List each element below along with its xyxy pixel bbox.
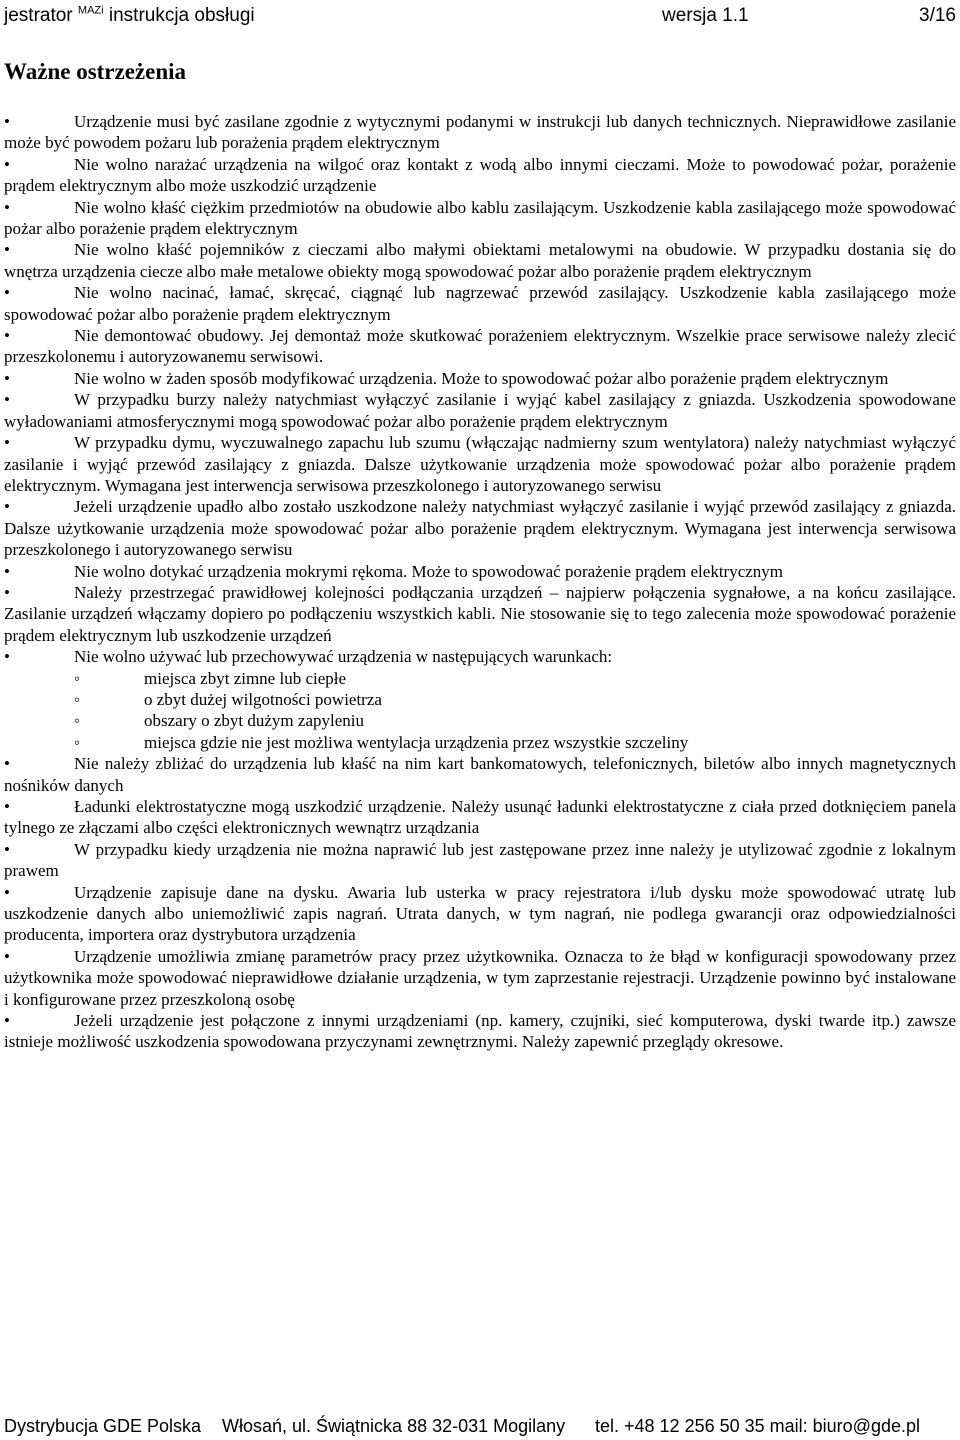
warning-item: [4, 325, 956, 368]
circle-bullet-icon: ◦: [74, 711, 81, 731]
warning-subitem: [4, 710, 956, 731]
warning-text: Urządzenie umożliwia zmianę parametrów pracy przez użytkownika. Oznacza to że błąd w konfiguracji spowodowany przez użytkownika może spowodować nieprawidłowe działanie urządzenia, w tym zaprzestanie rejestracji. Urządzenie powinno być instalowane i konfigurowane przez przeszkoloną osobę: [4, 946, 956, 1009]
bullet-icon: •: [4, 197, 10, 217]
warning-text: Ładunki elektrostatyczne mogą uszkodzić urządzenie. Należy usunąć ładunki elektrostatyczne z ciała przed dotknięciem panela tylnego ze złączami albo części elektronicznych wewnątrz urządzania: [4, 797, 956, 838]
circle-bullet-icon: ◦: [74, 689, 81, 709]
bullet-icon: •: [4, 946, 10, 966]
page-header: [4, 2, 956, 30]
warning-text: Nie wolno kłaść pojemników z cieczami albo małymi obiektami metalowymi na obudowie. W przypadku dostania się do wnętrza urządzenia ciecze albo małe metalowe obiekty mogą spowodować pożar albo porażenie prądem elektrycznym: [4, 240, 956, 281]
warning-subitem-text: o zbyt dużej wilgotności powietrza: [144, 689, 382, 709]
warning-item: [4, 154, 956, 197]
warning-item: [4, 197, 956, 240]
warning-item: [4, 646, 956, 667]
bullet-icon: •: [4, 497, 10, 517]
bullet-icon: •: [4, 882, 10, 902]
bullet-icon: •: [4, 561, 10, 581]
bullet-icon: •: [4, 112, 10, 131]
warning-item: [4, 582, 956, 646]
warning-item: [4, 111, 956, 154]
bullet-icon: •: [4, 368, 10, 388]
bullet-icon: •: [4, 647, 10, 667]
warning-item: [4, 389, 956, 432]
warning-item: [4, 432, 956, 496]
warning-subitem-text: miejsca zbyt zimne lub ciepłe: [144, 668, 347, 688]
warning-item: [4, 282, 956, 325]
warning-item: [4, 1010, 956, 1053]
warning-text: Urządzenie zapisuje dane na dysku. Awaria lub usterka w pracy rejestratora i/lub dysku może spowodować utratę lub uszkodzenie danych albo uniemożliwić zapis nagrań. Utrata danych, w tym nagrań, nie podlega gwarancji oraz odpowiedzialności producenta, importera oraz dystrybutora urządzenia: [4, 882, 956, 945]
bullet-icon: •: [4, 1011, 10, 1031]
warning-text: Nie wolno narażać urządzenia na wilgoć oraz kontakt z wodą albo innymi cieczami. Może to powodować pożar, porażenie prądem elektrycznym albo może uszkodzić urządzenie: [4, 154, 956, 196]
warning-item: [4, 839, 956, 882]
footer-company: Dystrybucja GDE Polska: [4, 1416, 202, 1436]
warning-item: [4, 796, 956, 839]
section-title: Ważne ostrzeżenia: [4, 59, 187, 84]
warning-text: Nie wolno kłaść ciężkim przedmiotów na obudowie albo kablu zasilającym. Uszkodzenie kabla zasilającego może spowodować pożar albo porażenie prądem elektrycznym: [4, 197, 956, 239]
warning-text: Jeżeli urządzenie jest połączone z innymi urządzeniami (np. kamery, czujniki, sieć komputerowa, dyski twarde itp.) zawsze istnieje możliwość uszkodzenia spowodowana przyczynami zewnętrznymi. Należy zapewnić przeglądy okresowe.: [4, 1011, 956, 1052]
warning-text: W przypadku kiedy urządzenia nie można naprawić lub jest zastępowane przez inne należy je utylizować zgodnie z lokalnym prawem: [4, 839, 956, 881]
header-app-name: jestrator: [4, 5, 73, 26]
warning-text: Należy przestrzegać prawidłowej kolejności podłączania urządzeń – najpierw połączenia sygnałowe, a na końcu zasilające. Zasilanie urządzeń włączamy dopiero po podłączeniu wszystkich kabli. Nie stosowanie się to tego zalecenia może spowodować porażenie prądem elektrycznym lub uszkodzenie urządzeń: [4, 582, 956, 645]
warning-subitem-text: obszary o zbyt dużym zapyleniu: [144, 711, 364, 731]
warning-item: [4, 946, 956, 1010]
warning-item: [4, 239, 956, 282]
warning-text: Nie wolno dotykać urządzenia mokrymi rękoma. Może to spowodować porażenie prądem elektrycznym: [74, 561, 784, 581]
warning-subitem: [4, 668, 956, 689]
circle-bullet-icon: ◦: [74, 668, 81, 688]
footer-contact: tel. +48 12 256 50 35 mail: biuro@gde.pl: [595, 1416, 920, 1436]
header-doc-name: [4, 2, 255, 30]
warning-subitem-text: miejsca gdzie nie jest możliwa wentylacja urządzenia przez wszystkie szczeliny: [144, 732, 689, 752]
header-page-number: 3/16: [919, 5, 956, 26]
warning-text: Nie wolno w żaden sposób modyfikować urządzenia. Może to spowodować pożar albo porażenie prądem elektrycznym: [74, 368, 889, 388]
footer-address: Włosań, ul. Świątnicka 88 32-031 Mogilany: [222, 1416, 566, 1436]
warning-text: Nie wolno nacinać, łamać, skręcać, ciągnąć lub nagrzewać przewód zasilający. Uszkodzenie kabla zasilającego może spowodować pożar albo porażenie prądem elektrycznym: [4, 283, 956, 324]
warnings-list: [4, 111, 956, 1053]
warning-text: Nie demontować obudowy. Jej demontaż może skutkować porażeniem elektrycznym. Wszelkie prace serwisowe należy zlecić przeszkolonemu i autoryzowanemu serwisowi.: [4, 326, 956, 367]
warning-text: Jeżeli urządzenie upadło albo zostało uszkodzone należy natychmiast wyłączyć zasilanie i wyjąć przewód zasilający z gniazda. Dalsze użytkowanie urządzenia może spowodować pożar albo porażenie prądem elektrycznym. Wymagana jest interwencja serwisowa przeszkolonego i autoryzowanego serwisu: [4, 497, 956, 560]
warning-text: Nie należy zbliżać do urządzenia lub kłaść na nim kart bankomatowych, telefonicznych, biletów albo innych magnetycznych nośników danych: [4, 754, 956, 795]
header-version: wersja 1.1: [662, 5, 749, 26]
warning-text: Urządzenie musi być zasilane zgodnie z wytycznymi podanymi w instrukcji lub danych technicznych. Nieprawidłowe zasilanie może być powodem pożaru lub porażenia prądem elektrycznym: [4, 112, 956, 153]
bullet-icon: •: [4, 754, 10, 774]
bullet-icon: •: [4, 582, 10, 602]
warning-item: [4, 368, 956, 389]
bullet-icon: •: [4, 283, 10, 303]
warning-subitem: [4, 732, 956, 753]
warning-text: Nie wolno używać lub przechowywać urządzenia w następujących warunkach:: [74, 647, 613, 667]
header-doc-title: instrukcja obsługi: [108, 5, 255, 26]
header-brand-superscript: MAZi: [77, 4, 104, 17]
bullet-icon: •: [4, 154, 10, 174]
warning-item: [4, 561, 956, 582]
warning-item: [4, 882, 956, 946]
bullet-icon: •: [4, 326, 10, 346]
bullet-icon: •: [4, 433, 10, 453]
warning-text: W przypadku burzy należy natychmiast wyłączyć zasilanie i wyjąć kabel zasilający z gniazda. Uszkodzenia spowodowane wyładowaniami atmosferycznymi mogą spowodować pożar albo porażenie prądem elektrycznym: [4, 390, 956, 431]
bullet-icon: •: [4, 390, 10, 410]
warning-subitem: [4, 689, 956, 710]
warning-item: [4, 496, 956, 560]
bullet-icon: •: [4, 839, 10, 859]
warning-item: [4, 753, 956, 796]
bullet-icon: •: [4, 797, 10, 816]
warning-text: W przypadku dymu, wyczuwalnego zapachu lub szumu (włączając nadmierny szum wentylatora) należy natychmiast wyłączyć zasilanie i wyjąć przewód zasilający z gniazda. Dalsze użytkowanie urządzenia może spowodować pożar albo porażenie prądem elektrycznym. Wymagana jest interwencja serwisowa przeszkolonego i autoryzowanego serwisu: [4, 433, 956, 495]
bullet-icon: •: [4, 240, 10, 260]
page-footer: [4, 1414, 956, 1438]
circle-bullet-icon: ◦: [74, 732, 81, 752]
